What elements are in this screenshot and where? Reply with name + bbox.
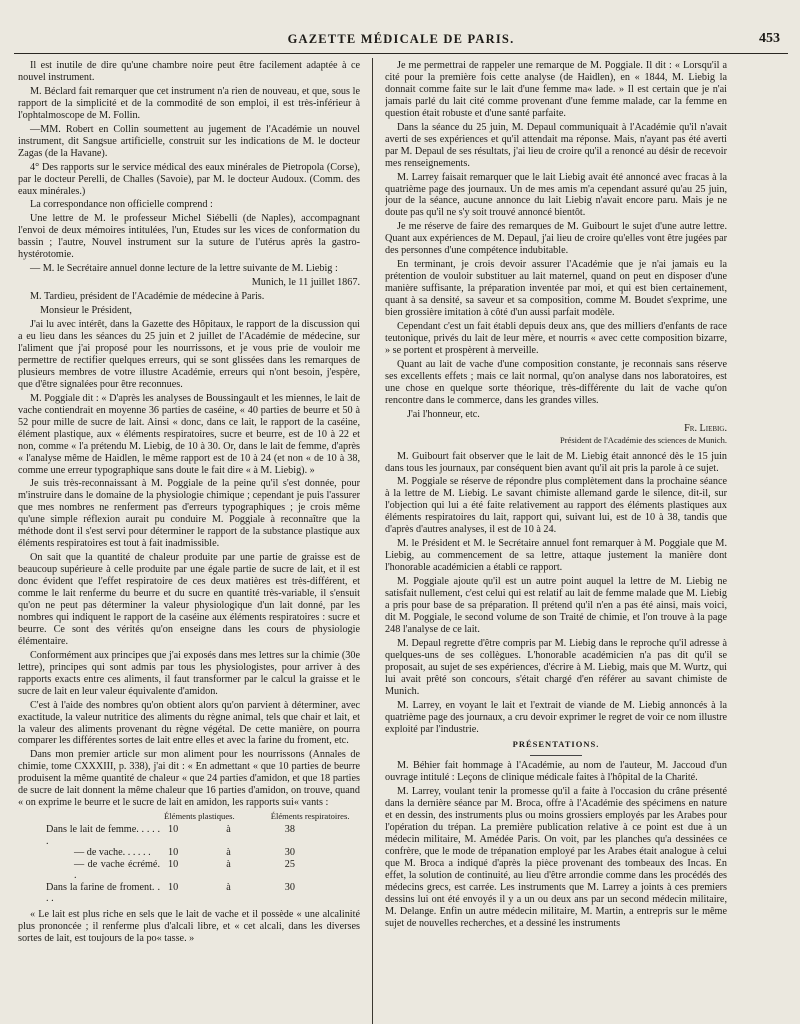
- right-column: [385, 60, 727, 1020]
- plastic-value: 10: [168, 881, 179, 893]
- paragraph: La correspondance non officielle comprend :: [30, 199, 213, 211]
- ratio-word: à: [226, 858, 231, 870]
- paragraph: Quant au lait de vache d'une composition constante, je reconnais sans réserve ses excellents effets ; mais ce lait normal, qu'on analyse dans nos laboratoires, est une chose en quelque sorte théorique, très-différente du lait de vache qu'on rencontre dans le commerce, dans les grandes villes.: [385, 358, 727, 406]
- left-column: [18, 60, 360, 1020]
- page-title: GAZETTE MÉDICALE DE PARIS.: [287, 32, 515, 46]
- ratio-word: à: [226, 824, 231, 836]
- respiratory-value: 25: [284, 858, 295, 870]
- row-label: — de vache écrémé. .: [74, 858, 160, 882]
- table-header-row: [18, 811, 355, 824]
- paragraph: Une lettre de M. le professeur Michel Siébelli (de Naples), accompagnant l'envoi de deux mémoires intitulées, l'un, Etudes sur les vices de conformation du bassin ; l'autre, Nouvel instrument sur la suture de l'utérus après la gastro-hystérotomie.: [18, 213, 360, 261]
- table-row: [18, 847, 355, 859]
- masthead: [14, 28, 788, 54]
- row-label: — de vache. . . . . .: [74, 847, 151, 859]
- paragraph: M. Béhier fait hommage à l'Académie, au nom de l'auteur, M. Jaccoud d'un ouvrage intitulé : Leçons de clinique médicale faites à l'hôpital de la Charité.: [385, 760, 727, 784]
- paragraph: Dans mon premier article sur mon aliment pour les nourrissons (Annales de chimie, tome CXXXIII, p. 338), j'ai dit : « En admettant « que 10 parties de beurre produisent la même quantité de chaleur « que 24 parties d'amidon, et que 18 parties de sucre de lait donnent la même chaleur que 16 parties d'amidon, on trouve, quand « on exprime le beurre et le sucre de lait en amidon, les rapports sui« vants :: [18, 749, 360, 809]
- letter-dateline: Munich, le 11 juillet 1867.: [251, 277, 360, 289]
- paragraph: 4° Des rapports sur le service médical des eaux minérales de Pietropola (Corse), par le docteur Perelli, de Challes (Savoie), par M. le docteur Audoux. (Comm. des eaux minérales.): [18, 161, 360, 197]
- respiratory-value: 38: [284, 824, 295, 836]
- paragraph: Il est inutile de dire qu'une chambre noire peut être facilement adaptée à ce nouvel instrument.: [18, 60, 360, 83]
- plastic-value: 10: [168, 847, 179, 859]
- nutrition-ratio-table: [18, 811, 355, 904]
- paragraph: Je me réserve de faire des remarques de M. Guibourt le sujet d'une autre lettre. Quant aux expériences de M. Depaul, j'ai lieu de croire qu'elles vont être jugées par des personnes d'une compétence indubitable.: [385, 221, 727, 257]
- paragraph: M. Guibourt fait observer que le lait de M. Liebig était annoncé dès le 15 juin dans tous les journaux, par conséquent bien avant qu'il ait pris la parole à ce sujet.: [385, 450, 727, 474]
- paragraph: On sait que la quantité de chaleur produite par une partie de graisse est de beaucoup supérieure à celle produite par une égale partie de sucre de lait, et il est donc évident que l'effet respiratoire de ces deux matières est très-différent, et comme le lait renferme du beurre et du sucre en quantité très-variable, il s'ensuit qu'on ne peut pas déterminer la valeur physiologique d'un lait donné, par les nombres qui indiquent le rapport de la caséine aux éléments respiratoires : sucre et beurre. Ce sont des vérités qu'on enseigne dans les cours de physiologie élémentaire.: [18, 552, 360, 647]
- closing-line: J'ai l'honneur, etc.: [407, 408, 480, 420]
- paragraph: Je me permettrai de rappeler une remarque de M. Poggiale. Il dit : « Lorsqu'il a cité pour la première fois cette analyse (de Haidlen), en « 1844, M. Liebig la donnait comme faite sur le lait d'une femme ma« lade. » Il est certain que je n'ai jamais parlé du lait cité comme provenant d'une femme malade, car la femme en question était robuste et d'une santé parfaite.: [385, 60, 727, 119]
- column-divider: [372, 58, 373, 1024]
- ratio-word: à: [226, 847, 231, 859]
- salutation: Monsieur le Président,: [40, 305, 132, 317]
- ratio-word: à: [226, 881, 231, 893]
- masthead-rule: [14, 53, 788, 54]
- paragraph: M. Larrey faisait remarquer que le lait Liebig avait été annoncé avec fracas à la quatrième page des journaux. Un de mes amis m'a cependant assuré qu'au 25 juin, jour de la séance, aucune annonce du lait Liebig n'avait encore paru. Mais je ne doute pas qu'il ne s'y soit trouvé annoncé bientôt.: [385, 171, 727, 219]
- paragraph: M. Tardieu, président de l'Académie de médecine à Paris.: [30, 291, 265, 303]
- heading-rule: [530, 755, 582, 756]
- signature: Fr. Liebig.: [684, 422, 727, 434]
- signature-title: Président de l'Académie des sciences de Munich.: [560, 434, 727, 445]
- paragraph: M. Béclard fait remarquer que cet instrument n'a rien de nouveau, et que, sous le rapport de la simplicité et de la commodité de son emploi, il est très-inférieur à l'ophtalmoscope de M. Follin.: [18, 85, 360, 121]
- paragraph: M. le Président et M. le Secrétaire annuel font remarquer à M. Poggiale que M. Liebig, au commencement de sa lettre, attaque justement la manière dont l'honorable académicien a établi ce rapport.: [385, 538, 727, 574]
- paragraph: Dans la séance du 25 juin, M. Depaul communiquait à l'Académie qu'il n'avait averti de ses expériences et qu'il attendait ma réponse. Mais, n'ayant pas été averti par M. Depaul de ses résultats, j'ai lieu de croire qu'il a renoncé au désir de recevoir mes renseignements.: [385, 121, 727, 169]
- page-number: 453: [759, 31, 780, 46]
- column-header-plastic: Éléments plastiques.: [164, 811, 235, 822]
- paragraph: Cependant c'est un fait établi depuis deux ans, que des milliers d'enfants de race teutonique, privés du lait de leur mère, et nourris « avec cette composition bizarre, » se portent et prospèrent à merveille.: [385, 321, 727, 356]
- column-header-respiratory: Éléments respiratoires.: [270, 811, 350, 822]
- paragraph: M. Depaul regrette d'être compris par M. Liebig dans le reproche qu'il adresse à quelques-uns de ses collègues. L'honorable académicien n'a pas dit qu'il se proposait, au sujet de ses expériences, d'écrire à M. Liebig, mais que M. Wurtz, qui lui avait prêté son concours, s'était chargé d'en référer au savant chimiste de Munich.: [385, 637, 727, 697]
- table-row: [18, 824, 355, 847]
- paragraph: M. Poggiale se réserve de répondre plus complètement dans la prochaine séance à la lettre de M. Liebig. Le savant chimiste allemand garde le silence, dit-il, sur l'objection qui lui a été faite relativement au rapport des éléments plastiques aux éléments respiratoires du lait, rapport qui, suivant lui, est de 10 à 38, tandis que d'après d'autres analyses, il est de 10 à 24.: [385, 476, 727, 536]
- paragraph: M. Larrey, en voyant le lait et l'extrait de viande de M. Liebig annoncés à la quatrième page des journaux, a cru devoir exprimer le regret de voir ce nom illustre exploité par l'industrie.: [385, 699, 727, 735]
- table-row: [18, 882, 355, 905]
- plastic-value: 10: [168, 858, 179, 870]
- paragraph: M. Poggiale ajoute qu'il est un autre point auquel la lettre de M. Liebig ne satisfait nullement, c'est celui qui est relatif au lait de femme malade que M. Liebig a pris pour base de sa préparation. Il prétend qu'il n'en a pas été ainsi, mais voici, dit M. Poggiale, le second volume de son Traité de chimie, et l'on trouve à la page 248 l'analyse de ce lait.: [385, 576, 727, 635]
- section-heading: PRÉSENTATIONS.: [512, 739, 600, 750]
- respiratory-value: 30: [284, 847, 295, 859]
- paragraph: C'est à l'aide des nombres qu'on obtient alors qu'on parvient à déterminer, avec exactitude, la valeur nutritice des aliments du règne animal, tels que chair et lait, et la valeur des aliments provenant du règne végétal. De cette manière, on pourra comparer les différentes sortes de lait entre elles et avec la farine du froment, etc.: [18, 699, 360, 747]
- paragraph: M. Larrey, voulant tenir la promesse qu'il a faite à l'occasion du crâne présenté dans la dernière séance par M. Broca, offre à l'Académie des spécimens en nature et en dessin, des instruments plus ou moins grossiers employés par les Arabes pour l'opération du trépan. La première publication relative à ce point est due à un médecin militaire, M. Amédée Paris. On voit, par les planches qu'a dessinées ce confrère, que le mode de trépanation employé par les Arabes était analogue à celui que M. Broca a indiqué d'après la pièce provenant des tombeaux des Incas. En effet, la solution de continuité, au lieu d'être arrondie comme dans les procédés des médecins grecs, est carrée. Les instruments que M. Larrey a joints à ces premiers dessins lui ont été envoyés il y a un ou deux ans par un second médecin militaire, M. Delange. Enfin un autre médecin militaire, M. Martin, a entrepris sur le même sujet de nouvelles recherches, et a dessiné les instruments: [385, 786, 727, 929]
- plastic-value: 10: [168, 824, 179, 836]
- respiratory-value: 30: [284, 881, 295, 893]
- paragraph: En terminant, je crois devoir assurer l'Académie que je n'ai jamais eu la prétention de vouloir substituer au lait maternel, quand on peut en disposer d'une manière suffisante, la préparation inventée par moi, et qui est bien certainement, quant à sa densité, sa saveur et sa composition, comme M. Boudet s'exprime, une bien grossière imitation à côté d'un aussi parfait modèle.: [385, 259, 727, 319]
- paragraph: —MM. Robert en Collin soumettent au jugement de l'Académie un nouvel instrument, dit Sangsue artificielle, construit sur les indications de M. le docteur Zagas (de la Havane).: [18, 123, 360, 159]
- paragraph: — M. le Secrétaire annuel donne lecture de la lettre suivante de M. Liebig :: [30, 263, 338, 275]
- paragraph: Je suis très-reconnaissant à M. Poggiale de la peine qu'il s'est donnée, pour m'instruire dans le domaine de la physiologie chimique ; cependant je puis l'assurer que mes nombres ne renferment pas d'erreurs typographiques ; je crois même qu'une simple réflexion aurait pu conduire M. Poggiale à reconnaître que la méthode dont il s'est servi pour déterminer le rapport de la substance plastique aux éléments respiratoires est tout à fait inadmissible.: [18, 478, 360, 550]
- row-label: Dans la farine de froment. . . .: [46, 881, 160, 905]
- table-row: [18, 859, 355, 882]
- paragraph: Conformément aux principes que j'ai exposés dans mes lettres sur la chimie (30e lettre), principes qui sont admis par tous les physiologistes, pour arriver à des rapports exacts entre ces aliments, il faut transformer par le calcul la graisse et le sucre de lait en leur valeur équivalente d'amidon.: [18, 649, 360, 697]
- paragraph: « Le lait est plus riche en sels que le lait de vache et il possède « une alcalinité plus prononcée ; il renferme plus d'alcali libre, et « cet alcali, dans les diverses sortes de lait, est toujours de la po« tasse. »: [18, 908, 360, 944]
- paragraph: M. Poggiale dit : « D'après les analyses de Boussingault et les miennes, le lait de vache contiendrait en moyenne 36 parties de caséine, « 40 parties de beurre et 50 à 52 pour mille de sucre de lait. Ainsi « donc, dans ce lait, le rapport de la caséine, élément plastique, aux « éléments respiratoires, sucre et beurre, est de 10 à 22 et non, comme « l'a prétendu M. Liebig, de 10 à 30. Or, dans le lait de femme, d'après « l'analyse même de Haidlen, le même rapport est de 10 à 24 (et non « de 10 à 38, comme une erreur typographique sans doute le fait dire « à M. Liebig). »: [18, 392, 360, 476]
- row-label: Dans le lait de femme. . . . . .: [46, 824, 160, 847]
- paragraph: J'ai lu avec intérêt, dans la Gazette des Hôpitaux, le rapport de la discussion qui a eu lieu dans les séances du 25 juin et 2 juillet de l'Académie de médecine, sur l'aliment que j'ai proposé pour les nourrissons, et je vous prie de vouloir me permettre de rectifier quelques erreurs, qui se sont glissées dans les remarques de plusieurs membres de votre illustre Académie, erreurs qui n'ont besoin, j'espère, que d'être signalées pour être reconnues.: [18, 319, 360, 390]
